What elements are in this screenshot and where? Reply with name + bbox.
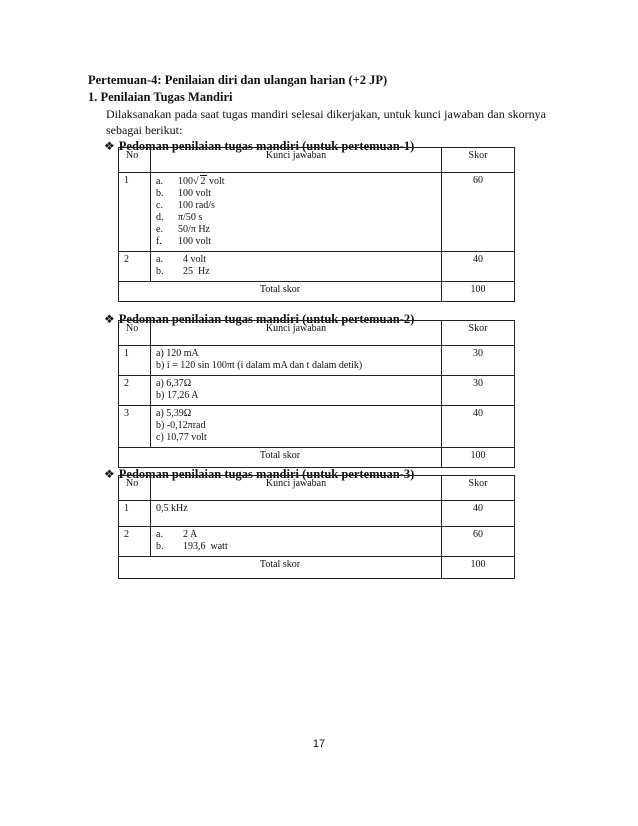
section-title-text: Pedoman penilaian tugas mandiri (untuk pertemuan-3) xyxy=(118,467,415,481)
section-title-text: Pedoman penilaian tugas mandiri (untuk pertemuan-2) xyxy=(118,312,415,326)
answer-line: b. 100 volt xyxy=(156,188,212,199)
answer-key-table-2 xyxy=(118,320,515,468)
col-header-skor: Skor xyxy=(442,321,515,346)
diamond-bullet-icon: ❖ xyxy=(104,139,115,153)
row-no: 3 xyxy=(119,406,151,448)
row-no: 2 xyxy=(119,376,151,406)
answer-line: d. π/50 s xyxy=(156,212,203,223)
table-row xyxy=(119,252,515,282)
row-skor: 40 xyxy=(442,501,515,527)
row-answers xyxy=(151,346,442,376)
table-header-row xyxy=(119,476,515,501)
sqrt-symbol-icon: √ xyxy=(193,176,199,187)
row-answers xyxy=(151,501,442,527)
row-answers xyxy=(151,173,442,252)
answer-key-table-1 xyxy=(118,147,515,302)
col-header-kunci: Kunci jawaban xyxy=(151,476,442,501)
total-value: 100 xyxy=(442,282,515,302)
answer-line: b. 193,6 watt xyxy=(156,541,228,552)
table-total-row xyxy=(119,448,515,468)
row-no: 2 xyxy=(119,527,151,557)
total-value: 100 xyxy=(442,448,515,468)
row-no: 1 xyxy=(119,501,151,527)
answer-line: b) -0,12πrad xyxy=(156,420,206,431)
col-header-no: No xyxy=(119,476,151,501)
row-skor: 30 xyxy=(442,376,515,406)
col-header-kunci: Kunci jawaban xyxy=(151,321,442,346)
answer-line: b. 25 Hz xyxy=(156,266,210,277)
total-label: Total skor xyxy=(119,448,442,468)
col-header-kunci: Kunci jawaban xyxy=(151,148,442,173)
row-skor: 40 xyxy=(442,252,515,282)
answer-line: a. 100√ 2 volt xyxy=(156,176,225,187)
row-no: 1 xyxy=(119,346,151,376)
row-skor: 30 xyxy=(442,346,515,376)
table-row xyxy=(119,527,515,557)
page-heading: Pertemuan-4: Penilaian diri dan ulangan harian (+2 JP) xyxy=(88,73,388,87)
row-no: 2 xyxy=(119,252,151,282)
table-header-row xyxy=(119,321,515,346)
table-row xyxy=(119,173,515,252)
answer-key-table-3 xyxy=(118,475,515,579)
col-header-skor: Skor xyxy=(442,148,515,173)
row-no: 1 xyxy=(119,173,151,252)
row-skor: 60 xyxy=(442,527,515,557)
table-row xyxy=(119,501,515,527)
answer-line: c) 10,77 volt xyxy=(156,432,207,443)
total-label: Total skor xyxy=(119,282,442,302)
diamond-bullet-icon: ❖ xyxy=(104,312,115,326)
table-row xyxy=(119,376,515,406)
row-answers xyxy=(151,376,442,406)
answer-line: a) 6,37Ω xyxy=(156,378,192,389)
col-header-no: No xyxy=(119,148,151,173)
row-skor: 40 xyxy=(442,406,515,448)
answer-line: e. 50/π Hz xyxy=(156,224,210,235)
total-label: Total skor xyxy=(119,557,442,579)
table-total-row xyxy=(119,557,515,579)
intro-paragraph: Dilaksanakan pada saat tugas mandiri selesai dikerjakan, untuk kunci jawaban dan skornya sebagai berikut: xyxy=(106,107,546,137)
answer-line: a) 120 mA xyxy=(156,348,199,359)
section-heading: 1. Penilaian Tugas Mandiri xyxy=(88,90,233,104)
total-value: 100 xyxy=(442,557,515,579)
col-header-no: No xyxy=(119,321,151,346)
row-answers xyxy=(151,406,442,448)
answer-line: a. 4 volt xyxy=(156,254,207,265)
diamond-bullet-icon: ❖ xyxy=(104,467,115,481)
row-answers xyxy=(151,527,442,557)
answer-line: 0,5 kHz xyxy=(156,503,188,514)
answer-line: b) i = 120 sin 100πt (i dalam mA dan t dalam detik) xyxy=(156,360,363,371)
answer-line: f. 100 volt xyxy=(156,236,212,247)
row-answers xyxy=(151,252,442,282)
col-header-skor: Skor xyxy=(442,476,515,501)
section-title-text: Pedoman penilaian tugas mandiri (untuk pertemuan-1) xyxy=(118,139,415,153)
table-row xyxy=(119,406,515,448)
table-header-row xyxy=(119,148,515,173)
page-number: 17 xyxy=(312,738,326,750)
row-skor: 60 xyxy=(442,173,515,252)
table-row xyxy=(119,346,515,376)
answer-line: b) 17,26 A xyxy=(156,390,199,401)
table-total-row xyxy=(119,282,515,302)
answer-line: c. 100 rad/s xyxy=(156,200,215,211)
answer-line: a. 2 A xyxy=(156,529,198,540)
answer-line: a) 5,39Ω xyxy=(156,408,192,419)
